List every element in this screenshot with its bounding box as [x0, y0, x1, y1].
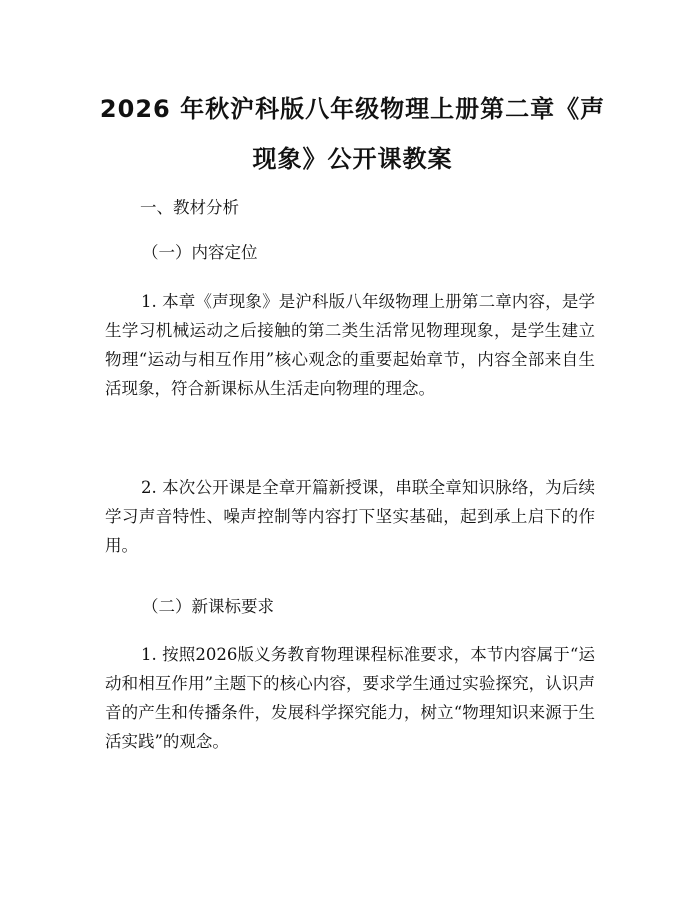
subsection-heading-curriculum-requirements: （二）新课标要求	[142, 597, 274, 616]
subsection-heading-content-positioning: （一）内容定位	[142, 243, 258, 262]
paragraph-curriculum-requirements-1: 1. 按照2026版义务教育物理课程标准要求，本节内容属于“运动和相互作用”主题下的核心内容，要求学生通过实验探究，认识声音的产生和传播条件，发展科学探究能力，树立“物理知识来源于生活实践”的观念。	[105, 645, 595, 751]
section-heading-textbook-analysis: 一、教材分析	[140, 198, 239, 217]
paragraph-content-positioning-1: 1. 本章《声现象》是沪科版八年级物理上册第二章内容，是学生学习机械运动之后接触的第二类生活常见物理现象，是学生建立物理“运动与相互作用”核心观念的重要起始章节，内容全部来自生活现象，符合新课标从生活走向物理的理念。	[105, 292, 595, 398]
title-line-1: 2026 年秋沪科版八年级物理上册第二章《声	[99, 95, 606, 123]
paragraph-content-positioning-2: 2. 本次公开课是全章开篇新授课，串联全章知识脉络，为后续学习声音特性、噪声控制等内容打下坚实基础，起到承上启下的作用。	[105, 478, 595, 555]
document-title	[95, 84, 610, 184]
title-line-2: 现象》公开课教案	[252, 145, 453, 173]
